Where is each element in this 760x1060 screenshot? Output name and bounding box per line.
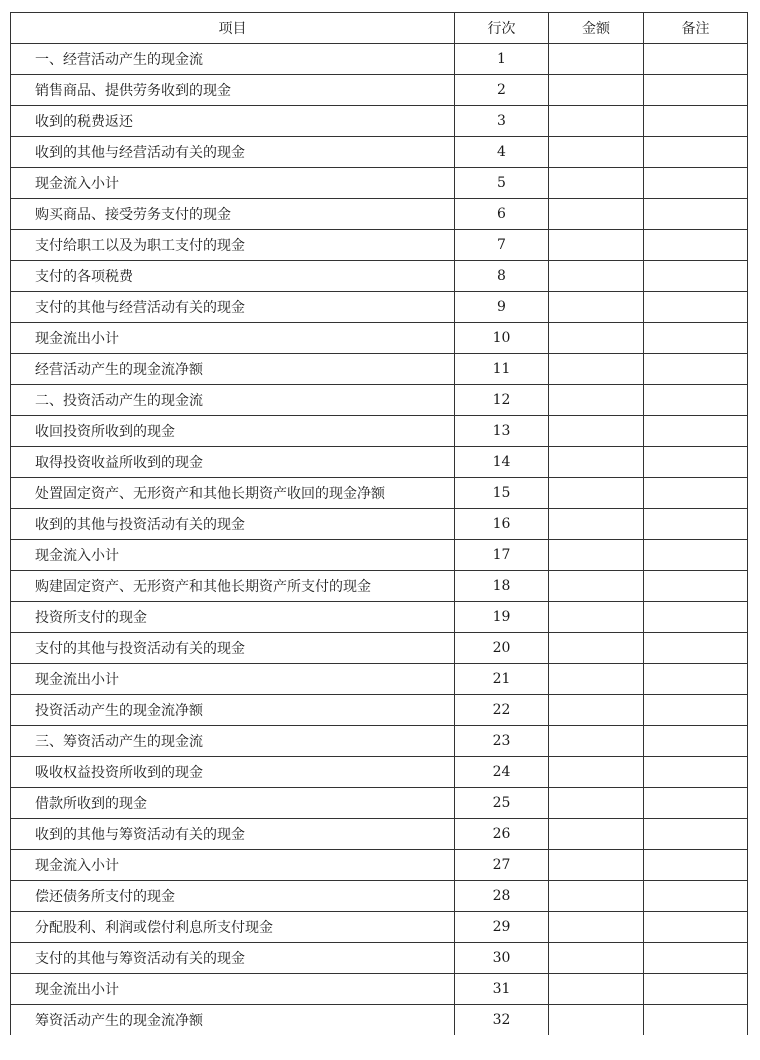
row-item-label: 现金流入小计 — [11, 168, 455, 199]
row-note-cell[interactable] — [644, 106, 748, 137]
table-row — [11, 44, 748, 75]
row-amount-cell[interactable] — [549, 168, 644, 199]
row-note-cell[interactable] — [644, 1005, 748, 1036]
row-line-number: 2 — [455, 75, 549, 106]
row-item-label: 三、筹资活动产生的现金流 — [11, 726, 455, 757]
table-row — [11, 571, 748, 602]
row-amount-cell[interactable] — [549, 75, 644, 106]
row-item-label: 现金流入小计 — [11, 850, 455, 881]
table-row — [11, 137, 748, 168]
row-item-label: 取得投资收益所收到的现金 — [11, 447, 455, 478]
table-row — [11, 385, 748, 416]
row-note-cell[interactable] — [644, 509, 748, 540]
table-row — [11, 230, 748, 261]
row-note-cell[interactable] — [644, 602, 748, 633]
row-line-number: 1 — [455, 44, 549, 75]
table-row — [11, 354, 748, 385]
row-amount-cell[interactable] — [549, 695, 644, 726]
row-item-label: 投资活动产生的现金流净额 — [11, 695, 455, 726]
row-amount-cell[interactable] — [549, 571, 644, 602]
table-row — [11, 199, 748, 230]
row-line-number: 29 — [455, 912, 549, 943]
row-amount-cell[interactable] — [549, 912, 644, 943]
row-line-number: 14 — [455, 447, 549, 478]
row-line-number: 8 — [455, 261, 549, 292]
header-item: 项目 — [11, 13, 455, 44]
row-amount-cell[interactable] — [549, 354, 644, 385]
table-row — [11, 757, 748, 788]
row-line-number: 6 — [455, 199, 549, 230]
row-item-label: 吸收权益投资所收到的现金 — [11, 757, 455, 788]
row-item-label: 投资所支付的现金 — [11, 602, 455, 633]
row-note-cell[interactable] — [644, 943, 748, 974]
row-line-number: 25 — [455, 788, 549, 819]
header-line-number: 行次 — [455, 13, 549, 44]
row-line-number: 3 — [455, 106, 549, 137]
row-item-label: 偿还债务所支付的现金 — [11, 881, 455, 912]
row-item-label: 收到的其他与筹资活动有关的现金 — [11, 819, 455, 850]
row-line-number: 32 — [455, 1005, 549, 1036]
row-amount-cell[interactable] — [549, 633, 644, 664]
row-amount-cell[interactable] — [549, 478, 644, 509]
row-item-label: 分配股利、利润或偿付利息所支付现金 — [11, 912, 455, 943]
row-item-label: 收回投资所收到的现金 — [11, 416, 455, 447]
table-row — [11, 509, 748, 540]
table-row — [11, 478, 748, 509]
row-note-cell[interactable] — [644, 633, 748, 664]
row-item-label: 支付给职工以及为职工支付的现金 — [11, 230, 455, 261]
row-note-cell[interactable] — [644, 571, 748, 602]
row-amount-cell[interactable] — [549, 509, 644, 540]
row-note-cell[interactable] — [644, 664, 748, 695]
row-amount-cell[interactable] — [549, 602, 644, 633]
row-note-cell[interactable] — [644, 788, 748, 819]
table-row — [11, 1005, 748, 1036]
row-amount-cell[interactable] — [549, 416, 644, 447]
row-line-number: 27 — [455, 850, 549, 881]
row-line-number: 17 — [455, 540, 549, 571]
table-body — [11, 44, 748, 1036]
header-note: 备注 — [644, 13, 748, 44]
row-amount-cell[interactable] — [549, 106, 644, 137]
row-amount-cell[interactable] — [549, 664, 644, 695]
row-note-cell[interactable] — [644, 75, 748, 106]
table-row — [11, 943, 748, 974]
row-note-cell[interactable] — [644, 416, 748, 447]
row-note-cell[interactable] — [644, 850, 748, 881]
row-amount-cell[interactable] — [549, 974, 644, 1005]
row-item-label: 借款所收到的现金 — [11, 788, 455, 819]
row-amount-cell[interactable] — [549, 323, 644, 354]
row-line-number: 30 — [455, 943, 549, 974]
row-amount-cell[interactable] — [549, 292, 644, 323]
row-item-label: 收到的其他与投资活动有关的现金 — [11, 509, 455, 540]
row-amount-cell[interactable] — [549, 385, 644, 416]
row-line-number: 19 — [455, 602, 549, 633]
row-line-number: 9 — [455, 292, 549, 323]
row-line-number: 7 — [455, 230, 549, 261]
row-item-label: 支付的其他与投资活动有关的现金 — [11, 633, 455, 664]
table-row — [11, 850, 748, 881]
row-note-cell[interactable] — [644, 447, 748, 478]
row-item-label: 支付的其他与经营活动有关的现金 — [11, 292, 455, 323]
table-row — [11, 416, 748, 447]
row-item-label: 收到的税费返还 — [11, 106, 455, 137]
row-note-cell[interactable] — [644, 354, 748, 385]
row-line-number: 4 — [455, 137, 549, 168]
table-row — [11, 881, 748, 912]
table-row — [11, 323, 748, 354]
row-amount-cell[interactable] — [549, 943, 644, 974]
row-item-label: 现金流入小计 — [11, 540, 455, 571]
row-item-label: 一、经营活动产生的现金流 — [11, 44, 455, 75]
table-row — [11, 261, 748, 292]
row-note-cell[interactable] — [644, 385, 748, 416]
table-row — [11, 292, 748, 323]
row-amount-cell[interactable] — [549, 137, 644, 168]
row-item-label: 现金流出小计 — [11, 974, 455, 1005]
row-amount-cell[interactable] — [549, 788, 644, 819]
row-item-label: 收到的其他与经营活动有关的现金 — [11, 137, 455, 168]
table-row — [11, 106, 748, 137]
row-amount-cell[interactable] — [549, 726, 644, 757]
row-note-cell[interactable] — [644, 540, 748, 571]
table-row — [11, 912, 748, 943]
row-line-number: 5 — [455, 168, 549, 199]
row-note-cell[interactable] — [644, 726, 748, 757]
table-row — [11, 168, 748, 199]
row-line-number: 31 — [455, 974, 549, 1005]
table-row — [11, 540, 748, 571]
table-row — [11, 695, 748, 726]
row-line-number: 26 — [455, 819, 549, 850]
row-line-number: 20 — [455, 633, 549, 664]
row-item-label: 筹资活动产生的现金流净额 — [11, 1005, 455, 1036]
row-note-cell[interactable] — [644, 478, 748, 509]
row-line-number: 24 — [455, 757, 549, 788]
row-note-cell[interactable] — [644, 292, 748, 323]
row-line-number: 15 — [455, 478, 549, 509]
row-note-cell[interactable] — [644, 819, 748, 850]
cash-flow-table — [10, 12, 748, 1035]
row-amount-cell[interactable] — [549, 540, 644, 571]
row-line-number: 23 — [455, 726, 549, 757]
row-item-label: 处置固定资产、无形资产和其他长期资产收回的现金净额 — [11, 478, 455, 509]
row-note-cell[interactable] — [644, 137, 748, 168]
header-amount: 金额 — [549, 13, 644, 44]
row-line-number: 11 — [455, 354, 549, 385]
row-line-number: 10 — [455, 323, 549, 354]
table-row — [11, 75, 748, 106]
table-row — [11, 447, 748, 478]
row-item-label: 支付的其他与筹资活动有关的现金 — [11, 943, 455, 974]
table-row — [11, 726, 748, 757]
row-item-label: 现金流出小计 — [11, 664, 455, 695]
row-note-cell[interactable] — [644, 199, 748, 230]
row-item-label: 购建固定资产、无形资产和其他长期资产所支付的现金 — [11, 571, 455, 602]
row-amount-cell[interactable] — [549, 447, 644, 478]
row-note-cell[interactable] — [644, 44, 748, 75]
row-amount-cell[interactable] — [549, 261, 644, 292]
row-line-number: 13 — [455, 416, 549, 447]
row-amount-cell[interactable] — [549, 44, 644, 75]
row-amount-cell[interactable] — [549, 819, 644, 850]
row-line-number: 28 — [455, 881, 549, 912]
row-note-cell[interactable] — [644, 230, 748, 261]
row-line-number: 22 — [455, 695, 549, 726]
cash-flow-statement — [10, 12, 747, 1035]
table-row — [11, 788, 748, 819]
row-note-cell[interactable] — [644, 261, 748, 292]
row-item-label: 二、投资活动产生的现金流 — [11, 385, 455, 416]
table-row — [11, 974, 748, 1005]
row-item-label: 购买商品、接受劳务支付的现金 — [11, 199, 455, 230]
row-item-label: 销售商品、提供劳务收到的现金 — [11, 75, 455, 106]
table-header-row — [11, 13, 748, 44]
row-amount-cell[interactable] — [549, 881, 644, 912]
row-note-cell[interactable] — [644, 881, 748, 912]
row-note-cell[interactable] — [644, 323, 748, 354]
row-amount-cell[interactable] — [549, 757, 644, 788]
row-line-number: 12 — [455, 385, 549, 416]
row-line-number: 18 — [455, 571, 549, 602]
row-amount-cell[interactable] — [549, 1005, 644, 1036]
table-row — [11, 664, 748, 695]
row-note-cell[interactable] — [644, 757, 748, 788]
row-item-label: 现金流出小计 — [11, 323, 455, 354]
row-line-number: 21 — [455, 664, 549, 695]
row-amount-cell[interactable] — [549, 230, 644, 261]
table-row — [11, 819, 748, 850]
row-note-cell[interactable] — [644, 912, 748, 943]
row-line-number: 16 — [455, 509, 549, 540]
row-item-label: 支付的各项税费 — [11, 261, 455, 292]
row-note-cell[interactable] — [644, 168, 748, 199]
row-amount-cell[interactable] — [549, 199, 644, 230]
row-note-cell[interactable] — [644, 974, 748, 1005]
row-item-label: 经营活动产生的现金流净额 — [11, 354, 455, 385]
table-row — [11, 633, 748, 664]
row-amount-cell[interactable] — [549, 850, 644, 881]
row-note-cell[interactable] — [644, 695, 748, 726]
table-row — [11, 602, 748, 633]
